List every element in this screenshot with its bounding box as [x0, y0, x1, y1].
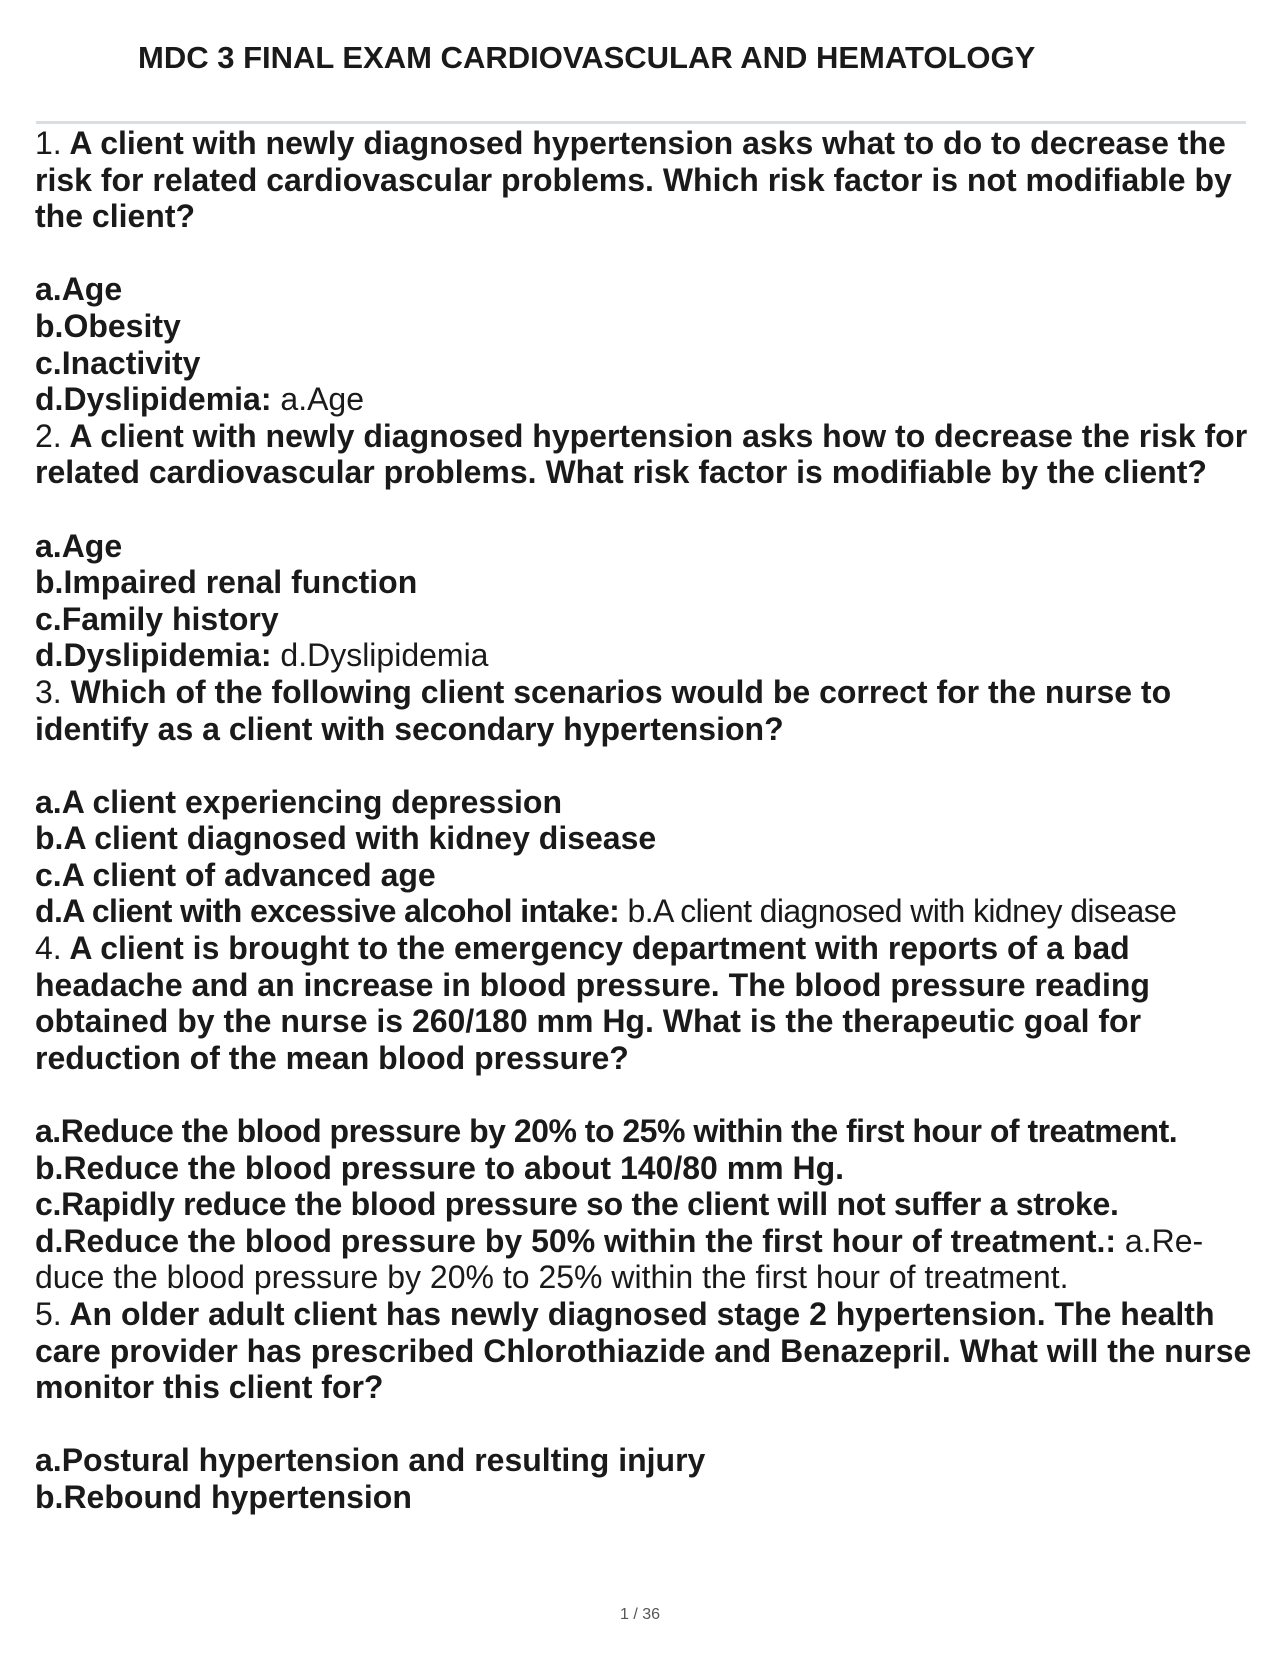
correct-answer: d.Dyslipidemia — [280, 637, 489, 674]
option-a: a.Reduce the blood pressure by 20% to 25% within the first hour of treatment. — [35, 1113, 1178, 1150]
question-1 — [35, 125, 1255, 418]
option-b: b.Obesity — [35, 307, 181, 344]
answer-options — [35, 1442, 1255, 1515]
question-number: 4. — [35, 930, 62, 967]
option-d-label: d.Dyslipidemia: — [35, 381, 272, 418]
option-c: c.Family history — [35, 600, 279, 637]
question-stem: A client with newly diagnosed hypertension asks how to decrease the risk for related cardiovascular problems. What risk factor is modifiable by the client? — [35, 417, 1248, 491]
correct-answer: a.Age — [280, 381, 365, 418]
question-text — [35, 418, 1255, 491]
question-stem: A client is brought to the emergency department with reports of a bad headache and an increase in blood pressure. The blood pressure reading obtained by the nurse is 260/180 mm Hg. What is the therapeutic goal for reduction of the mean blood pressure? — [35, 930, 1150, 1076]
option-d-label: d.A client with excessive alcohol intake: — [35, 893, 620, 930]
question-text — [35, 1296, 1255, 1406]
option-d — [35, 381, 1255, 418]
question-5 — [35, 1296, 1255, 1516]
question-number: 5. — [35, 1296, 62, 1332]
question-stem: Which of the following client scenarios would be correct for the nurse to identify as a client with secondary hypertension? — [35, 673, 1172, 747]
question-text — [35, 125, 1255, 235]
option-a: a.Postural hypertension and resulting injury — [35, 1442, 706, 1479]
title-divider — [36, 121, 1246, 124]
option-a: a.Age — [35, 271, 123, 308]
question-4 — [35, 930, 1255, 1296]
option-d — [35, 637, 1255, 674]
question-number: 3. — [35, 673, 62, 710]
correct-answer: a.Re- duce the blood pressure by 20% to 25% within the first hour of treatment. — [35, 1222, 1204, 1296]
option-a: a.A client experiencing depression — [35, 783, 562, 820]
question-3 — [35, 674, 1255, 930]
question-stem: An older adult client has newly diagnosed stage 2 hypertension. The health care provider has prescribed Chlorothiazide and Benazepril. What will the nurse monitor this client for? — [35, 1296, 1252, 1406]
option-d — [35, 893, 1255, 930]
question-2 — [35, 418, 1255, 674]
option-b: b.Reduce the blood pressure to about 140/80 mm Hg. — [35, 1149, 845, 1186]
question-text — [35, 930, 1255, 1076]
question-number: 1. — [35, 125, 62, 161]
option-c: c.A client of advanced age — [35, 856, 436, 893]
question-list — [35, 125, 1255, 1516]
option-c: c.Rapidly reduce the blood pressure so the client will not suffer a stroke. — [35, 1186, 1119, 1223]
option-b: b.Impaired renal function — [35, 564, 418, 601]
answer-options — [35, 784, 1255, 930]
option-d — [35, 1223, 1255, 1296]
option-d-label: d.Dyslipidemia: — [35, 637, 272, 674]
option-b: b.Rebound hypertension — [35, 1478, 412, 1515]
option-c: c.Inactivity — [35, 344, 201, 381]
correct-answer: b.A client diagnosed with kidney disease — [627, 893, 1177, 930]
answer-options — [35, 528, 1255, 674]
option-a: a.Age — [35, 527, 123, 564]
question-stem: A client with newly diagnosed hypertension asks what to do to decrease the risk for related cardiovascular problems. Which risk factor is not modifiable by the client? — [35, 125, 1232, 235]
document-title: MDC 3 FINAL EXAM CARDIOVASCULAR AND HEMATOLOGY — [138, 40, 1036, 75]
page-indicator: 1 / 36 — [619, 1606, 661, 1623]
answer-options — [35, 1113, 1255, 1296]
question-number: 2. — [35, 417, 62, 454]
question-text — [35, 674, 1255, 747]
option-b: b.A client diagnosed with kidney disease — [35, 820, 657, 857]
option-d-label: d.Reduce the blood pressure by 50% within the first hour of treatment.: — [35, 1222, 1117, 1259]
answer-options — [35, 271, 1255, 417]
